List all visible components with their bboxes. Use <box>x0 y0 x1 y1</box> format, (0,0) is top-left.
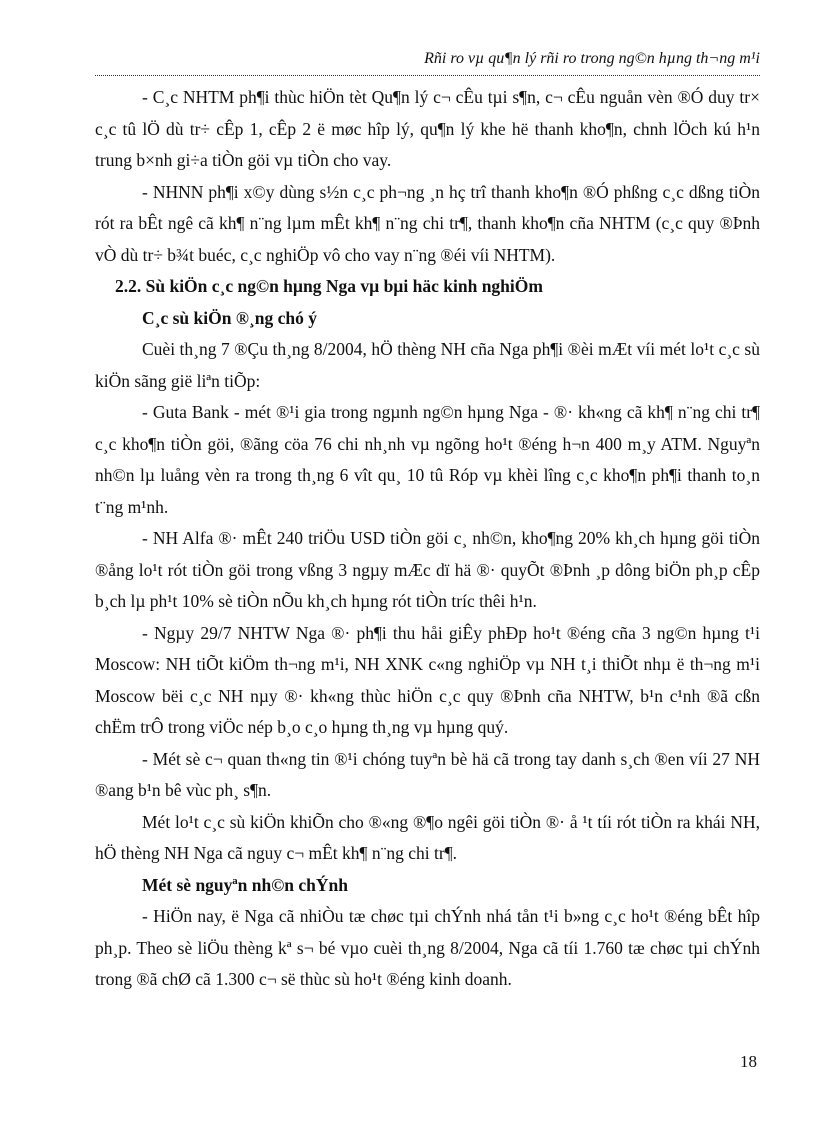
header-divider <box>95 75 760 76</box>
paragraph: - Ngµy 29/7 NHTW Nga ®· ph¶i thu håi giÊy phÐp ho¹t ®éng cña 3 ng©n hµng t¹i Moscow: NH tiÕt kiÖm th¬ng m¹i, NH XNK c«ng nghiÖp vµ NH t¸i thiÕt nhµ ë th¬ng m¹i Moscow bëi c¸c NH nµy ®· kh«ng thùc hiÖn c¸c quy ®Þnh cña NHTW, b¹n c¹nh ®ã cßn chËm trÔ trong viÖc nép b¸o c¸o hµng th¸ng vµ hµng quý. <box>95 622 760 737</box>
paragraph: Mét lo¹t c¸c sù kiÖn khiÕn cho ®«ng ®¶o ngêi göi tiÒn ®· å ¹t tíi rót tiÒn ra khái NH, hÖ thèng NH Nga cã nguy c¬ mÊt kh¶ n¨ng chi tr¶. <box>95 811 760 863</box>
paragraph: - Guta Bank - mét ®¹i gia trong ngµnh ng©n hµng Nga - ®· kh«ng cã kh¶ n¨ng chi tr¶ c¸c kho¶n tiÒn göi, ®ãng cöa 76 chi nh¸nh vµ ngõng ho¹t ®éng h¬n 400 m¸y ATM. Nguyªn nh©n lµ luång vèn ra trong th¸ng 6 vît qu¸ 10 tû Róp vµ khèi lîng c¸c kho¶n ph¶i thanh to¸n t¨ng m¹nh. <box>95 402 760 517</box>
section-heading: 2.2. Sù kiÖn c¸c ng©n hµng Nga vµ bµi häc kinh nghiÖm <box>115 276 543 296</box>
paragraph: - NH Alfa ®· mÊt 240 triÖu USD tiÒn göi c¸ nh©n, kho¶ng 20% kh¸ch hµng göi tiÒn ®ång lo¹t rót tiÒn göi trong vßng 3 ngµy mÆc dï hä ®· quyÕt ®Þnh ¸p dông biÖn ph¸p cÊp b¸ch lµ ph¹t 10% sè tiÒn nÕu kh¸ch hµng rót tiÒn tríc thêi h¹n. <box>95 528 760 611</box>
paragraph: Cuèi th¸ng 7 ®Çu th¸ng 8/2004, hÖ thèng NH cña Nga ph¶i ®èi mÆt víi mét lo¹t c¸c sù kiÖn sãng gië liªn tiÕp: <box>95 339 760 391</box>
paragraph: - NHNN ph¶i x©y dùng s½n c¸c ph¬ng ¸n hç trî thanh kho¶n ®Ó phßng c¸c dßng tiÒn rót ra bÊt ngê cã kh¶ n¨ng lµm mÊt kh¶ n¨ng chi tr¶, thanh kho¶n cña NHTM (c¸c quy ®Þnh vÒ dù tr÷ b¾t buéc, c¸c nghiÖp vô cho vay n¨ng ®éi víi NHTM). <box>95 181 760 265</box>
paragraph: - HiÖn nay, ë Nga cã nhiÒu tæ chøc tµi chÝnh nhá tån t¹i b»ng c¸c ho¹t ®éng bÊt hîp ph¸p. Theo sè liÖu thèng kª s¬ bé vµo cuèi th¸ng 8/2004, Nga cã tíi 1.760 tæ chøc tµi chÝnh trong ®ã chØ cã 1.300 c¬ së thùc sù ho¹t ®éng kinh doanh. <box>95 906 760 989</box>
page-number: 18 <box>740 1052 757 1071</box>
document-body <box>95 82 760 996</box>
running-header: Rñi ro vµ qu¶n lý rñi ro trong ng©n hµng th¬ng m¹i <box>424 50 760 67</box>
paragraph: - C¸c NHTM ph¶i thùc hiÖn tèt Qu¶n lý c¬ cÊu tµi s¶n, c¬ cÊu nguån vèn ®Ó duy tr× c¸c tû lÖ dù tr÷ cÊp 1, cÊp 2 ë møc hîp lý, qu¶n lý khe hë thanh kho¶n, chnh lÖch kú h¹n trung b×nh gi÷a tiÒn göi vµ tiÒn cho vay. <box>95 87 760 170</box>
section-heading: C¸c sù kiÖn ®¸ng chó ý <box>142 307 317 328</box>
paragraph: - Mét sè c¬ quan th«ng tin ®¹i chóng tuyªn bè hä cã trong tay danh s¸ch ®en víi 27 NH ®ang b¹n bê vùc ph¸ s¶n. <box>95 748 760 800</box>
section-heading: Mét sè nguyªn nh©n chÝnh <box>142 874 349 895</box>
